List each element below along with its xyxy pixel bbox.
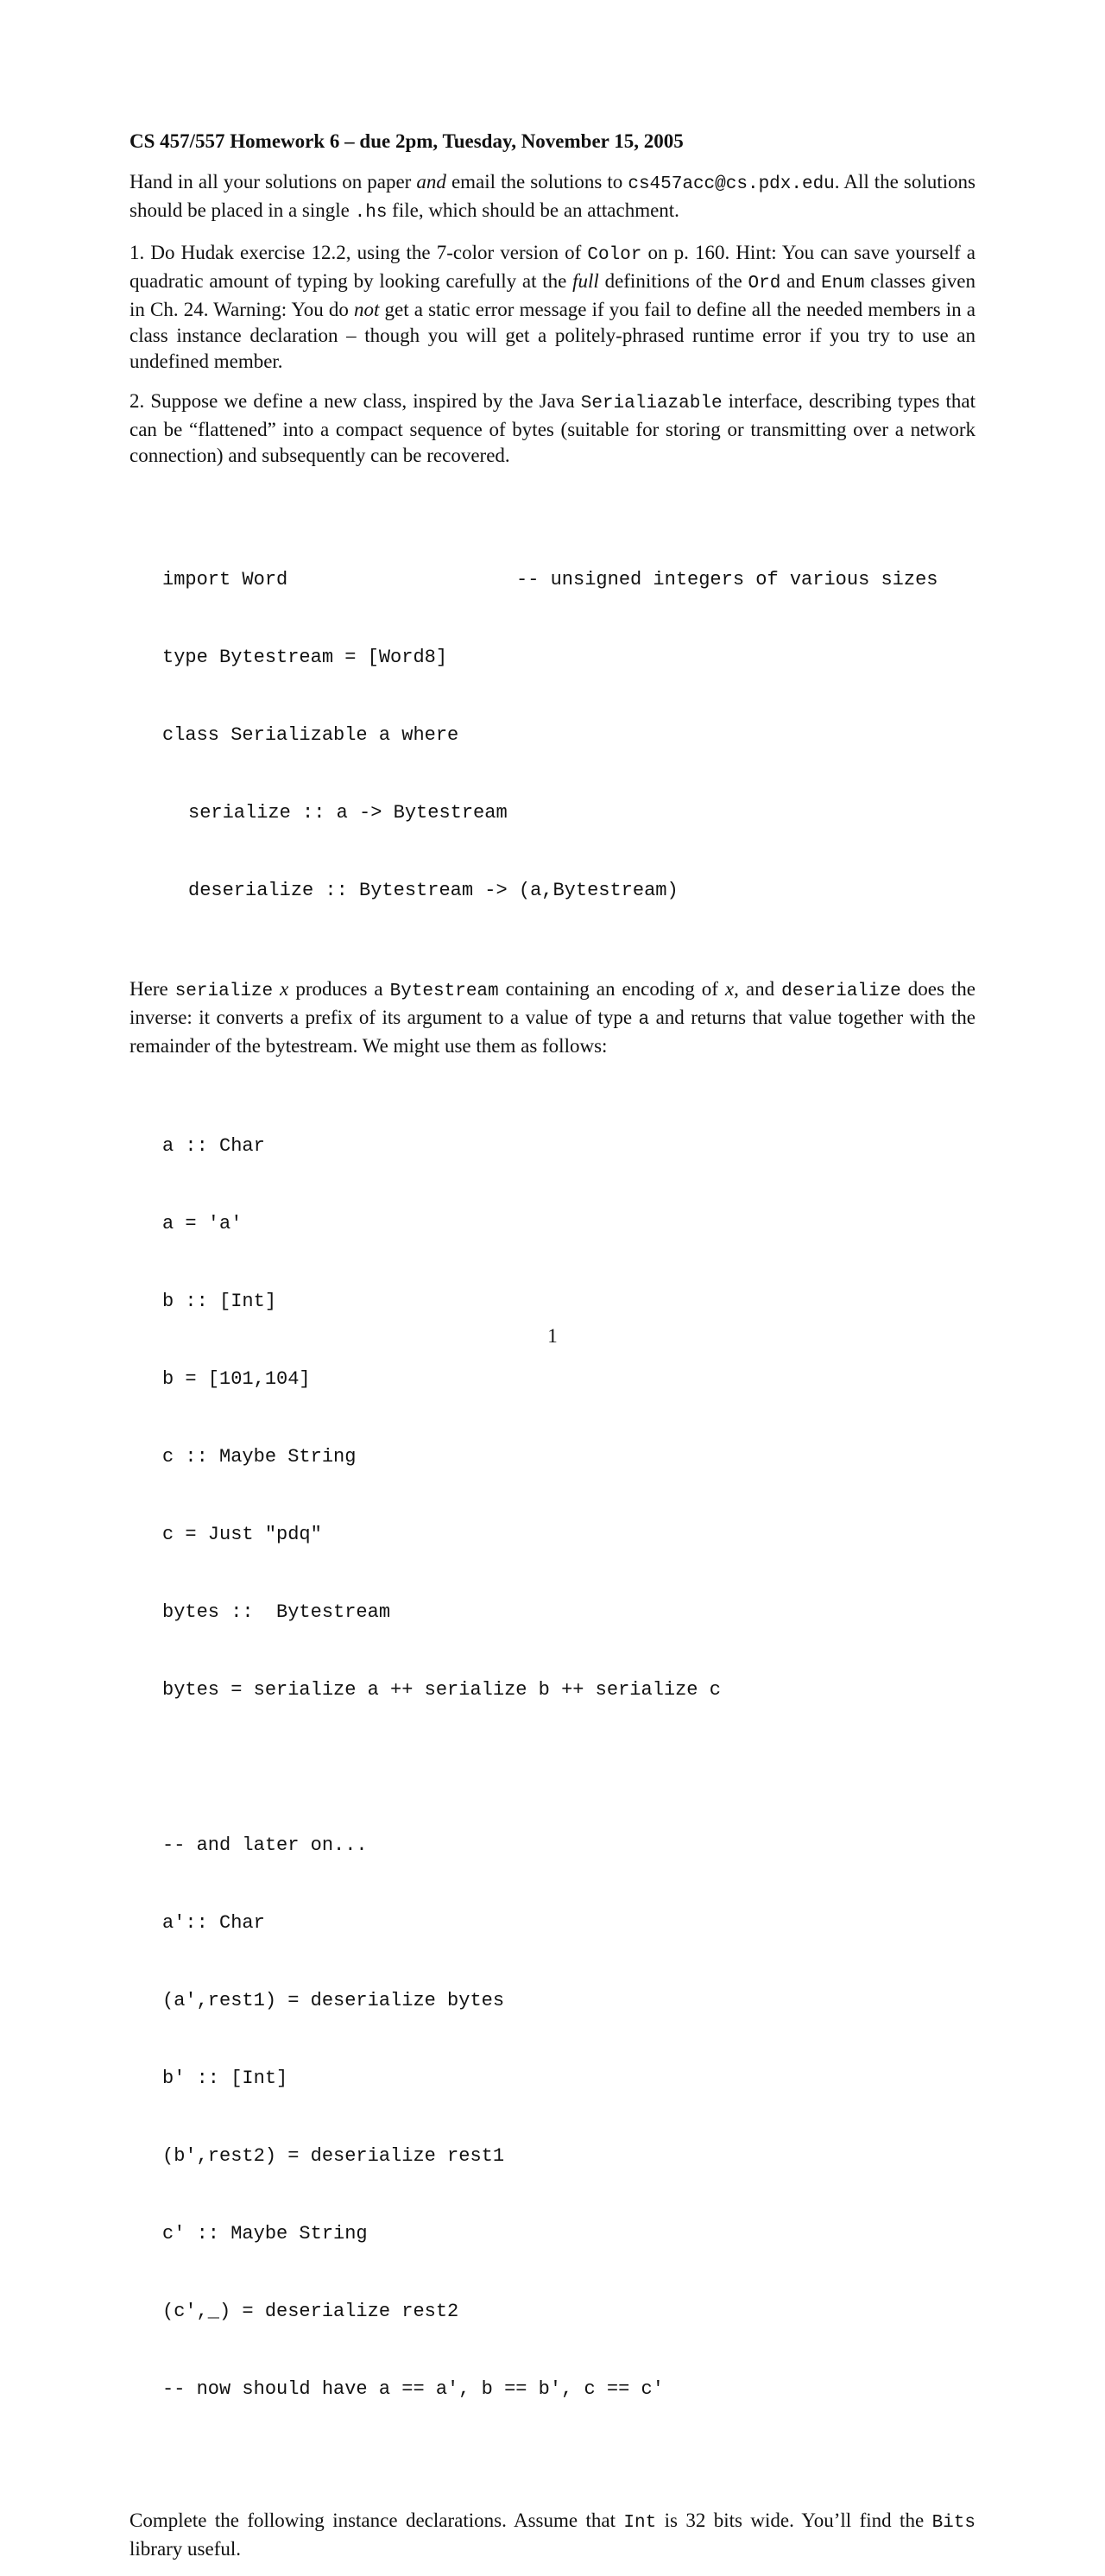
code-block-usage [162,1082,976,2454]
complete-paragraph [129,2508,976,2562]
intro-text: email the solutions to [445,171,628,193]
code-line: (c',_) = deserialize rest2 [162,2301,459,2322]
here-text: and returns that value together with the remainder of the bytestream. We might use them as follows: [129,1007,976,1057]
intro-text: . All the solutions should be placed in a single [129,171,976,221]
code-line: -- now should have a == a', b == b', c == c' [162,2378,664,2400]
code-serializable: Serialiazable [580,394,723,414]
code-line: (a',rest1) = deserialize bytes [162,1990,505,2011]
question-1 [129,240,976,375]
here-text: does the inverse: it converts a prefix of its argument to a value of type [129,978,976,1028]
q1-emphasis: full [572,270,599,292]
email-address: cs457acc@cs.pdx.edu [628,174,835,194]
code-line: bytes = serialize a ++ serialize b ++ serialize c [162,1679,721,1701]
code-text: import Word [162,569,288,590]
here-paragraph [129,976,976,1059]
intro-text: Hand in all your solutions on paper [129,171,417,193]
code-line: c :: Maybe String [162,1446,357,1468]
intro-emphasis: and [416,171,446,193]
complete-text: Complete the following instance declarations. Assume that [129,2510,624,2531]
code-serialize: serialize [174,982,274,1001]
code-bits: Bits [931,2513,976,2533]
here-text: containing an encoding of [498,978,725,1000]
intro-paragraph [129,169,976,226]
page-number: 1 [547,1325,558,1347]
code-blank-line [162,1755,976,1781]
code-line: deserialize :: Bytestream -> (a,Bytestream) [188,880,679,901]
q1-emphasis: not [354,299,380,320]
code-comment: -- unsigned integers of various sizes [516,569,938,590]
code-line: c = Just "pdq" [162,1524,322,1545]
q1-text: classes given in Ch. 24. Warning: You do [129,270,976,320]
code-line: serialize :: a -> Bytestream [188,802,508,824]
code-color: Color [587,245,642,265]
complete-text: library useful. [129,2538,242,2560]
code-block-class [162,515,976,956]
code-enum: Enum [821,274,865,294]
code-line: type Bytestream = [Word8] [162,647,448,668]
code-a: a [638,1010,650,1030]
code-line: b' :: [Int] [162,2068,288,2089]
q1-text: on p. 160. Hint: You can save yourself a quadratic amount of typing by looking carefully at the [129,242,976,292]
complete-text: is 32 bits wide. You’ll find the [656,2510,932,2531]
here-text: Here [129,978,175,1000]
math-var: x [280,978,289,1000]
q1-text: 1. Do Hudak exercise 12.2, using the 7-color version of [129,242,588,263]
math-var: x [724,978,735,1000]
code-line: -- and later on... [162,1834,368,1856]
code-line [162,567,976,593]
intro-text: file, which should be an attachment. [387,199,679,221]
code-line: bytes :: Bytestream [162,1601,391,1623]
code-line: a = 'a' [162,1213,243,1234]
q1-text: definitions of the [598,270,748,292]
code-line: a':: Char [162,1912,265,1934]
q1-text: and [780,270,822,292]
code-line: a :: Char [162,1135,265,1157]
code-int: Int [623,2513,657,2533]
here-text: produces a [288,978,390,1000]
code-bytestream: Bytestream [389,982,499,1001]
code-ord: Ord [748,274,781,294]
code-line: c' :: Maybe String [162,2223,368,2245]
document-title: CS 457/557 Homework 6 – due 2pm, Tuesday, November 15, 2005 [129,130,684,152]
document-page [129,129,976,2576]
file-extension: .hs [354,203,388,223]
code-deserialize: deserialize [781,982,901,1001]
code-line: class Serializable a where [162,724,459,746]
q2-text: interface, describing types that can be “flattened” into a compact sequence of bytes (suitable for storing or transmitting over a network connection) and subsequently can be recovered. [129,390,976,466]
q1-text: get a static error message if you fail to define all the needed members in a class instance declaration – though you will get a politely-phrased runtime error if you try to use an undefined member. [129,299,976,372]
q2-text: 2. Suppose we define a new class, inspired by the Java [129,390,581,412]
code-line: (b',rest2) = deserialize rest1 [162,2145,505,2167]
here-text: , and [734,978,782,1000]
code-line: b = [101,104] [162,1368,311,1390]
question-2 [129,388,976,469]
code-line: b :: [Int] [162,1291,277,1312]
